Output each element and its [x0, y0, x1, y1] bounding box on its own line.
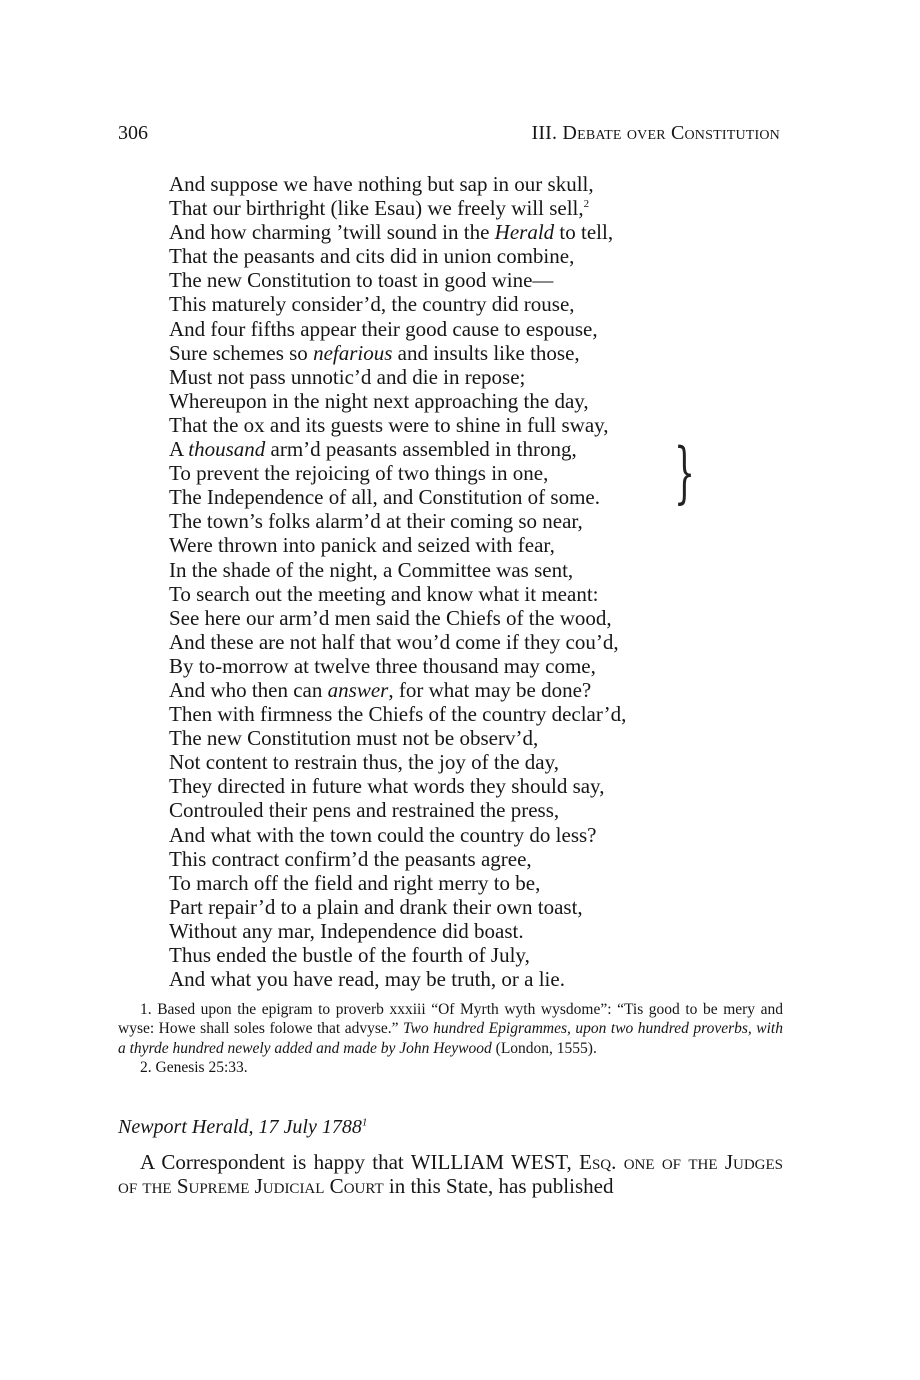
poem-line [169, 895, 729, 919]
poem-line-text: And four fifths appear their good cause to espouse, [169, 316, 598, 341]
poem-line [169, 509, 729, 533]
poem-line-text: Then with firmness the Chiefs of the country declar’d, [169, 702, 627, 727]
poem-line [169, 750, 729, 774]
poem-line-text: and insults like those, [392, 340, 580, 365]
poem-line [169, 678, 729, 702]
poem-line [169, 654, 729, 678]
poem-line [169, 702, 729, 726]
poem-line-text: And who then can [169, 677, 328, 702]
article-body-smallcaps: Esq. one of the Judges of the Supreme Judicial Court [118, 1150, 784, 1198]
poem-line-text: To search out the meeting and know what it meant: [169, 581, 599, 606]
article-body-continuation: in this State, has published [383, 1174, 614, 1198]
poem-line-text: To march off the field and right merry to be, [169, 870, 541, 895]
article-heading [118, 1116, 367, 1139]
poem-line [169, 365, 729, 389]
article-heading-footnote-ref: 1 [361, 1116, 368, 1129]
footnote-1-title: Two hundred Epigrammes, upon two hundred proverbs, with a thyrde hundred newely added and made by John Heywood [118, 1020, 783, 1057]
article-heading-text: Newport Herald, 17 July 1788 [118, 1116, 362, 1138]
poem-line-text: The new Constitution to toast in good wine— [169, 268, 554, 293]
poem-line-italic: thousand [188, 437, 266, 462]
poem-line [169, 268, 729, 292]
page-number: 306 [118, 122, 148, 144]
poem-line-text: And these are not half that wou’d come if they cou’d, [169, 629, 619, 654]
poem-line-text: Without any mar, Independence did boast. [169, 918, 524, 943]
poem-line-text: The town’s folks alarm’d at their coming so near, [169, 509, 583, 534]
poem-line-text: And suppose we have nothing but sap in our skull, [169, 172, 594, 196]
article-body [118, 1150, 783, 1198]
page-header [118, 122, 780, 152]
poem-line-text: Controuled their pens and restrained the press, [169, 798, 560, 823]
poem-line-text: , for what may be done? [388, 677, 592, 702]
poem-line-text: Sure schemes so [169, 340, 314, 365]
footnote-2-text: 2. Genesis 25:33. [140, 1059, 248, 1077]
poem-line-text: Part repair’d to a plain and drank their own toast, [169, 894, 583, 919]
poem-line-text: Were thrown into panick and seized with fear, [169, 533, 555, 558]
poem-line-italic: Herald [494, 220, 555, 245]
poem-line [169, 606, 729, 630]
poem-line-text: This contract confirm’d the peasants agree, [169, 846, 532, 871]
poem-line [169, 967, 729, 991]
poem-line [169, 172, 729, 196]
poem-line-text: The Independence of all, and Constitution of some. [169, 485, 600, 510]
poem-line-text: arm’d peasants assembled in throng, [265, 437, 577, 462]
poem-line [169, 413, 729, 437]
article-body-text: A Correspondent is happy that WILLIAM WEST, [140, 1150, 580, 1174]
poem-line [169, 774, 729, 798]
poem-line [169, 292, 729, 316]
poem-line [169, 533, 729, 557]
poem-line [169, 798, 729, 822]
poem-line-text: And what you have read, may be truth, or a lie. [169, 967, 565, 992]
poem-line [169, 630, 729, 654]
poem-line-text: Not content to restrain thus, the joy of the day, [169, 750, 559, 775]
poem-line [169, 317, 729, 341]
poem-line-text: Thus ended the bustle of the fourth of July, [169, 943, 530, 967]
poem-line-text: And what with the town could the country do less? [169, 822, 597, 847]
poem-line-text: This maturely consider’d, the country did rouse, [169, 292, 575, 317]
poem-line-text: See here our arm’d men said the Chiefs of the wood, [169, 605, 612, 630]
poem-line [169, 244, 729, 268]
poem-line-text: A [169, 437, 189, 462]
poem-line-text: By to-morrow at twelve three thousand may come, [169, 653, 596, 678]
poem-line [169, 871, 729, 895]
footnote-1-imprint: (London, 1555). [491, 1039, 597, 1057]
poem-line [169, 389, 729, 413]
poem-line [169, 341, 729, 365]
poem-line [169, 461, 729, 485]
poem-line [169, 582, 729, 606]
footnote-1 [118, 1000, 783, 1058]
poem-line-text: to tell, [554, 220, 614, 245]
running-head: III. Debate over Constitution [531, 122, 780, 144]
poem-line-text: Must not pass unnotic’d and die in repose; [169, 364, 526, 389]
poem-line [169, 919, 729, 943]
poem-line [169, 485, 729, 509]
poem-line [169, 726, 729, 750]
poem-line-text: That our birthright (like Esau) we freely will sell, [169, 196, 584, 221]
poem-line [169, 823, 729, 847]
bracket-brace: } [674, 434, 695, 511]
poem-line-text: And how charming ’twill sound in the [169, 220, 495, 245]
poem-line-text: To prevent the rejoicing of two things in one, [169, 461, 549, 486]
poem-line-text: That the peasants and cits did in union combine, [169, 244, 575, 269]
poem-line-text: The new Constitution must not be observ’d, [169, 726, 539, 751]
footnotes [118, 1000, 783, 1078]
footnote-1-text: 1. Based upon the epigram to proverb xxxiii “Of Myrth wyth wysdome”: “Tis good to be mery and wyse: Howe shall soles folowe that advyse.” [118, 1001, 783, 1038]
poem-line-italic: answer [327, 677, 389, 702]
poem-line [169, 558, 729, 582]
poem-line-italic: nefarious [313, 340, 393, 365]
poem-line-text: Whereupon in the night next approaching the day, [169, 388, 589, 413]
poem-line [169, 437, 729, 461]
poem [169, 172, 729, 991]
poem-line [169, 943, 729, 967]
footnote-ref: 2 [583, 198, 590, 211]
poem-line-text: That the ox and its guests were to shine in full sway, [169, 412, 609, 437]
footnote-2 [118, 1058, 783, 1077]
poem-line [169, 196, 729, 220]
poem-line [169, 847, 729, 871]
poem-line-text: In the shade of the night, a Committee was sent, [169, 557, 574, 582]
poem-line-text: They directed in future what words they should say, [169, 774, 605, 799]
poem-line [169, 220, 729, 244]
